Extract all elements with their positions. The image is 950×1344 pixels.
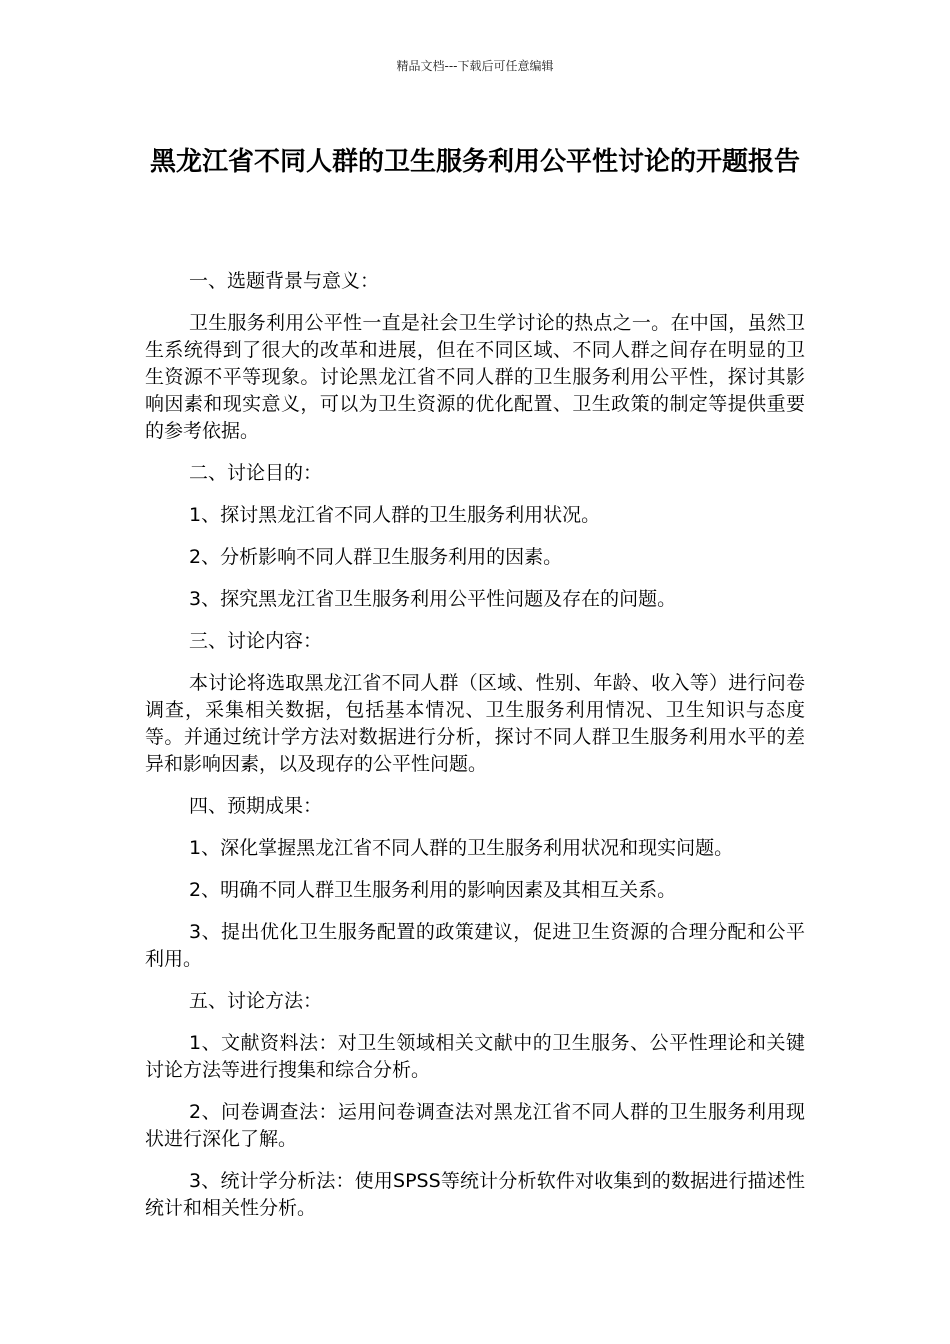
section-heading-outcomes: 四、预期成果： [189,795,323,817]
section-heading-content: 三、讨论内容： [189,630,323,652]
outcome-item: 3、提出优化卫生服务配置的政策建议，促进卫生资源的合理分配和公平利用。 [145,921,805,970]
section-heading-methods: 五、讨论方法： [189,990,323,1012]
outcome-item: 1、深化掌握黑龙江省不同人群的卫生服务利用状况和现实问题。 [189,837,734,859]
method-item: 3、统计学分析法：使用SPSS等统计分析软件对收集到的数据进行描述性统计和相关性分析。 [145,1170,805,1219]
objective-item: 1、探讨黑龙江省不同人群的卫生服务利用状况。 [189,504,601,526]
paragraph-content: 本讨论将选取黑龙江省不同人群（区域、性别、年龄、收入等）进行问卷调查，采集相关数据，包括基本情况、卫生服务利用情况、卫生知识与态度等。并通过统计学方法对数据进行分析，探讨不同人群卫生服务利用水平的差异和影响因素，以及现存的公平性问题。 [145,672,805,775]
method-item: 1、文献资料法：对卫生领域相关文献中的卫生服务、公平性理论和关键讨论方法等进行搜集和综合分析。 [145,1032,805,1081]
objective-item: 3、探究黑龙江省卫生服务利用公平性问题及存在的问题。 [189,588,677,610]
page-header: 精品文档---下载后可任意编辑 [396,59,554,73]
objective-item: 2、分析影响不同人群卫生服务利用的因素。 [189,546,563,568]
section-heading-background: 一、选题背景与意义： [189,270,380,292]
document-body [145,268,805,1237]
paragraph-background: 卫生服务利用公平性一直是社会卫生学讨论的热点之一。在中国，虽然卫生系统得到了很大的改革和进展，但在不同区域、不同人群之间存在明显的卫生资源不平等现象。讨论黑龙江省不同人群的卫生服务利用公平性，探讨其影响因素和现实意义，可以为卫生资源的优化配置、卫生政策的制定等提供重要的参考依据。 [145,312,805,442]
document-title: 黑龙江省不同人群的卫生服务利用公平性讨论的开题报告 [149,147,800,177]
method-item: 2、问卷调查法：运用问卷调查法对黑龙江省不同人群的卫生服务利用现状进行深化了解。 [145,1101,805,1150]
outcome-item: 2、明确不同人群卫生服务利用的影响因素及其相互关系。 [189,879,677,901]
section-heading-objectives: 二、讨论目的： [189,462,323,484]
